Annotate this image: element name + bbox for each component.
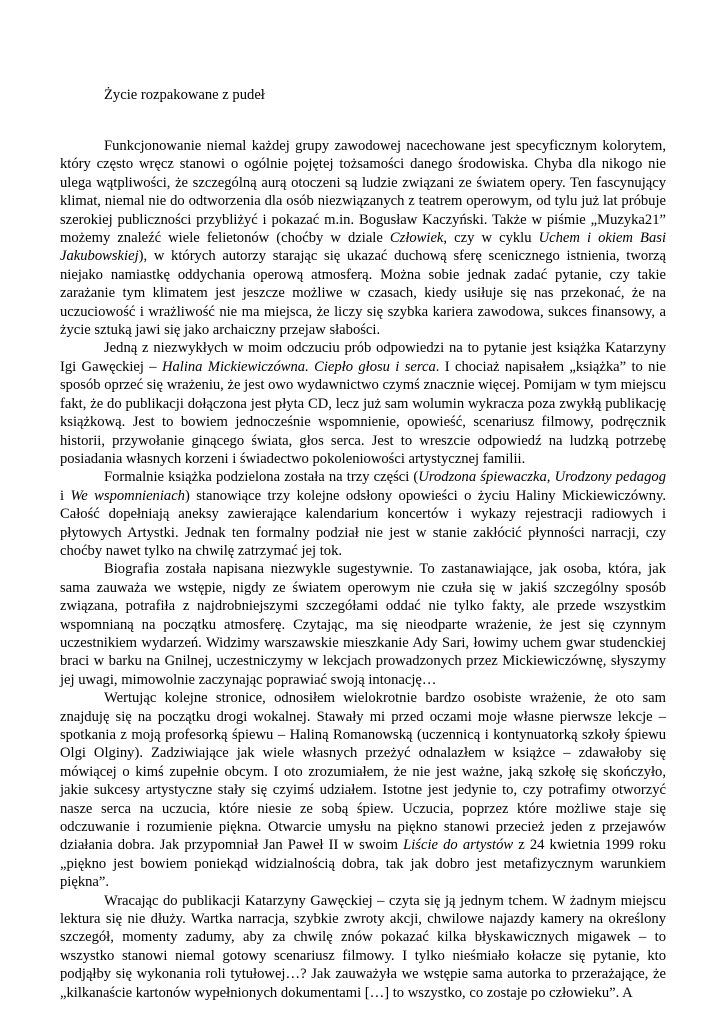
italic-title-text: We wspomnieniach <box>70 487 185 504</box>
paragraph-1 <box>60 137 666 339</box>
paragraph-text: , czy w cyklu <box>443 230 539 247</box>
italic-title-text: Urodzony pedagog <box>554 469 666 486</box>
italic-title-text: Halina Mickiewiczówna. Ciepło głosu i serca <box>161 358 436 375</box>
paragraph-5 <box>60 689 666 891</box>
paragraph-6 <box>60 892 666 1002</box>
paragraph-text: Biografia została napisana niezwykle sugestywnie. To zastanawiające, jak osoba, która, jak sama zauważa we wstępie, nigdy ze światem operowym nie czuła się w jakiś szczególny sposób związana, potrafiła z najdrobniejszymi szczegółami oddać nie tylko fakty, ale przede wszystkim wspomnianą na początku atmosferę. Czytając, ma się nieodparte wrażenie, że jest się czynnym uczestnikiem wydarzeń. Widzimy warszawskie mieszkanie Ady Sari, łowimy uchem gwar studenckiej braci w barku na Gnilnej, uczestniczymy w lekcjach prowadzonych przez Mickiewiczównę, słyszymy jej uwagi, mimowolnie zaczynając poprawiać swoją intonację… <box>60 561 666 688</box>
italic-title-text: Liście do artystów <box>403 837 514 854</box>
italic-title-text: Uchem i okiem Basi Jakubowskiej <box>60 230 666 265</box>
paragraph-text: Funkcjonowanie niemal każdej grupy zawodowej nacechowane jest specyficznym kolorytem, który często wręcz stanowi o ogólnie pojętej tożsamości danego środowiska. Chyba dla nikogo nie ulega wątpliwości, że szczególną aurą otoczeni są ludzie związani ze światem opery. Ten fascynujący klimat, niemal nie do odtworzenia dla osób niezwiązanych z teatrem operowym, od tylu już lat próbuje szerokiej publiczności przybliżyć i pokazać m.in. Bogusław Kaczyński. Także w piśmie „Muzyka21” możemy znaleźć wiele felietonów (choćby w dziale <box>60 138 666 247</box>
italic-title-text: Urodzona śpiewaczka <box>418 469 547 486</box>
paragraph-4 <box>60 560 666 689</box>
paragraph-text: i <box>60 487 71 504</box>
paragraph-text: ), w których autorzy starając się ukazać duchową sferę scenicznego istnienia, tworzą niejako namiastkę oddychania operową atmosferą. Można sobie jednak zadać pytanie, czy takie zarażanie tym klimatem jest jeszcze możliwe w czasach, kiedy usiłuje się nas przekonać, że na uczuciowość i wrażliwość nie ma miejsca, że liczy się szybka kariera zawodowa, sukces finansowy, a życie sztuką jawi się jako archaiczny przejaw słabości. <box>60 248 666 339</box>
paragraph-text: . I chociaż napisałem „książka” to nie sposób oprzeć się wrażeniu, że jest owo wydawnictwo czymś znacznie więcej. Pomijam w tym miejscu fakt, że do publikacji dołączona jest płyta CD, lecz już sam wolumin wykracza poza zwykłą publikację książkową. Jest to bowiem jednocześnie wspomnienie, opowieść, scenariusz filmowy, podręcznik historii, przywołanie ginącego świata, głos serca. Jest to wreszcie odpowiedź na ludzką potrzebę posiadania własnych korzeni i świadectwo pokoleniowości artystycznej familii. <box>60 358 666 467</box>
document-title: Życie rozpakowane z pudeł <box>104 87 265 103</box>
paragraph-text: Jedną z niezwykłych w moim odczuciu prób odpowiedzi na to pytanie jest książka Katarzyny Igi Gawęckiej – <box>60 340 666 375</box>
paragraph-text: Wertując kolejne stronice, odnosiłem wielokrotnie bardzo osobiste wrażenie, że oto sam znajduję się na początku drogi wokalnej. Stawały mi przed oczami moje własne pierwsze lekcje – spotkania z moją profesorką śpiewu – Haliną Romanowską (uczennicą i kontynuatorką szkoły śpiewu Olgi Olginy). Zadziwiające jak wiele własnych przeżyć odnalazłem w książce – zdawałoby się mówiącej o kimś zupełnie obcym. I oto zrozumiałem, że nie jest ważne, jaką szkołę się skończyło, jakie sukcesy artystyczne stały się czyimś udziałem. Istotne jest jedynie to, czy potrafimy otworzyć nasze serca na uczucia, które niesie ze sobą śpiew. Uczucia, poprzez które możliwe staje się odczuwanie i rozumienie piękna. Otwarcie umysłu na piękno stanowi przecież jeden z przejawów działania dobra. Jak przypomniał Jan Paweł II w swoim <box>60 690 666 854</box>
paragraph-text: Formalnie książka podzielona została na trzy części ( <box>104 469 419 486</box>
italic-title-text: Człowiek <box>389 230 444 247</box>
paragraph-text: z 24 kwietnia 1999 roku „piękno jest bowiem poniekąd widzialnością dobra, tak jak dobro jest metafizycznym warunkiem piękna”. <box>60 837 666 891</box>
paragraph-2 <box>60 339 666 468</box>
paragraph-3 <box>60 468 666 560</box>
paragraph-text: ) stanowiące trzy kolejne odsłony opowieści o życiu Haliny Mickiewiczówny. Całość dopełniają aneksy zawierające kalendarium koncertów i wykazy rejestracji radiowych i płytowych Artystki. Jednak ten formalny podział nie jest w stanie zakłócić płynności narracji, czy choćby nawet tylko na chwilę zatrzymać jej tok. <box>60 487 666 559</box>
paragraph-text: Wracając do publikacji Katarzyny Gawęckiej – czyta się ją jednym tchem. W żadnym miejscu lektura się nie dłuży. Wartka narracja, szybkie zwroty akcji, chwilowe najazdy kamery na określony szczegół, momenty zadumy, aby za chwilę znów pokazać kilka błyskawicznych migawek – to wszystko stanowi niemal gotowy scenariusz filmowy. I tylko nieśmiało kołacze się pytanie, kto podjąłby się wykonania roli tytułowej…? Jak zauważyła we wstępie sama autorka to przerażające, że „kilkanaście kartonów wypełnionych dokumentami […] to wszystko, co zostaje po człowieku”. A <box>60 892 666 1001</box>
document-body <box>60 137 666 1002</box>
paragraph-text: , <box>546 469 555 486</box>
